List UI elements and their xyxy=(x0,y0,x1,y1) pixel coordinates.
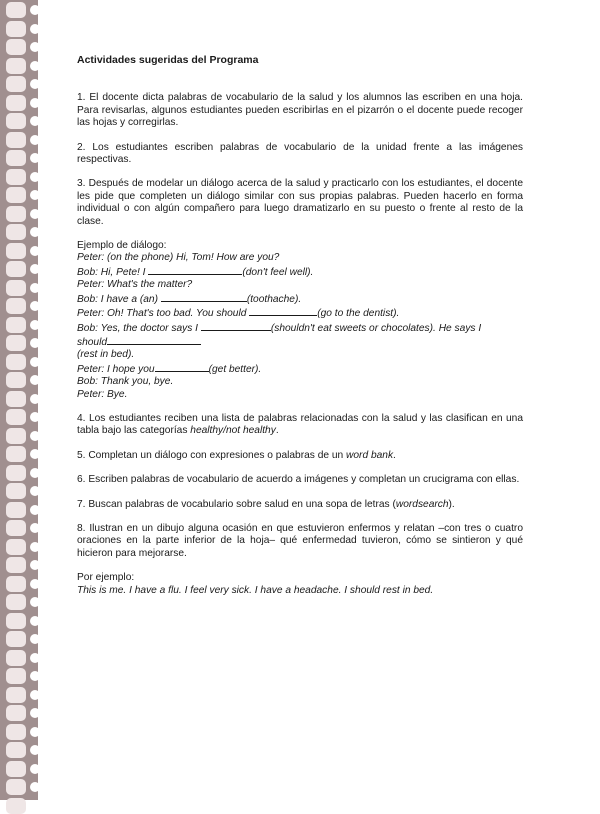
dialog-line-1: Peter: (on the phone) Hi, Tom! How are you? xyxy=(77,252,280,264)
border-square xyxy=(6,428,26,444)
border-notch xyxy=(30,264,40,274)
answer-blank xyxy=(148,265,242,275)
border-square xyxy=(6,187,26,203)
activity-1: 1. El docente dicta palabras de vocabulario de la salud y los alumnos las escriben en una hoja. Para revisarlas, algunos estudiantes pueden escribirlas en el pizarrón o el docente puede recoger las hojas y corregirlas. xyxy=(77,92,523,129)
dialog-line-4-end: (toothache). xyxy=(246,293,302,305)
dialog-line-2 xyxy=(77,265,523,279)
border-square xyxy=(6,742,26,758)
border-square xyxy=(6,576,26,592)
dialog-line-4-start: Bob: I have a (an) xyxy=(77,293,161,305)
border-notch xyxy=(30,394,40,404)
border-notch xyxy=(30,560,40,570)
dialog-line-2-end: (don't feel well). xyxy=(242,266,314,278)
border-notch xyxy=(30,227,40,237)
activity-7-text: 7. Buscan palabras de vocabulario sobre salud en una sopa de letras ( xyxy=(77,498,396,510)
page-title: Actividades sugeridas del Programa xyxy=(77,54,259,66)
border-notch xyxy=(30,745,40,755)
border-square xyxy=(6,668,26,684)
border-square xyxy=(6,169,26,185)
border-notch xyxy=(30,727,40,737)
border-square xyxy=(6,224,26,240)
border-square xyxy=(6,132,26,148)
border-square xyxy=(6,95,26,111)
border-square xyxy=(6,613,26,629)
example-heading: Por ejemplo: xyxy=(77,572,135,584)
border-square xyxy=(6,631,26,647)
border-square xyxy=(6,150,26,166)
border-square xyxy=(6,539,26,555)
dialog-line-4 xyxy=(77,292,523,306)
dialog-line-7-start: should xyxy=(77,336,108,348)
activity-4-text: 4. Los estudiantes reciben una lista de palabras relacionadas con la salud y las clasifican en una tabla bajo las categorías xyxy=(77,412,523,437)
activity-5-word-bank: word bank xyxy=(346,449,394,461)
dialog-line-10: Bob: Thank you, bye. xyxy=(77,376,174,388)
dialog-line-5 xyxy=(77,306,523,320)
dialog-line-3: Peter: What's the matter? xyxy=(77,279,193,291)
border-notch xyxy=(30,5,40,15)
border-square xyxy=(6,650,26,666)
border-notch xyxy=(30,283,40,293)
border-square xyxy=(6,391,26,407)
border-square xyxy=(6,465,26,481)
activity-7 xyxy=(77,499,523,511)
dialog-line-6-end: (shouldn't eat sweets or chocolates). He says I xyxy=(270,322,482,334)
border-notch xyxy=(30,357,40,367)
border-notch xyxy=(30,671,40,681)
border-notch xyxy=(30,79,40,89)
border-notch xyxy=(30,542,40,552)
border-notch xyxy=(30,375,40,385)
border-square xyxy=(6,335,26,351)
border-square xyxy=(6,779,26,795)
border-notch xyxy=(30,579,40,589)
border-notch xyxy=(30,301,40,311)
answer-blank xyxy=(155,362,209,372)
decorative-border xyxy=(0,0,38,800)
example-text: This is me. I have a flu. I feel very sick. I have a headache. I should rest in bed. xyxy=(77,584,434,596)
border-square xyxy=(6,243,26,259)
border-notch xyxy=(30,634,40,644)
border-notch xyxy=(30,42,40,52)
border-square xyxy=(6,261,26,277)
border-notch xyxy=(30,505,40,515)
border-square xyxy=(6,502,26,518)
activity-7-end: ). xyxy=(448,498,455,510)
activity-6: 6. Escriben palabras de vocabulario de acuerdo a imágenes y completan un crucigrama con ellas. xyxy=(77,474,520,486)
answer-blank xyxy=(201,321,271,331)
border-notch xyxy=(30,116,40,126)
border-square xyxy=(6,76,26,92)
activity-4-categories: healthy/not healthy xyxy=(190,425,276,437)
border-square xyxy=(6,446,26,462)
answer-blank xyxy=(249,306,317,316)
document-page xyxy=(77,54,523,597)
border-notch xyxy=(30,523,40,533)
dialog-line-6 xyxy=(77,321,523,335)
answer-blank xyxy=(161,292,247,302)
border-notch xyxy=(30,190,40,200)
border-notch xyxy=(30,653,40,663)
activity-2: 2. Los estudiantes escriben palabras de vocabulario de la unidad frente a las imágenes respectivas. xyxy=(77,141,523,166)
border-square xyxy=(6,21,26,37)
border-square xyxy=(6,687,26,703)
border-notch xyxy=(30,616,40,626)
border-notch xyxy=(30,61,40,71)
dialog-line-5-end: (go to the dentist). xyxy=(317,308,400,320)
border-square xyxy=(6,206,26,222)
border-notch xyxy=(30,486,40,496)
border-square xyxy=(6,298,26,314)
border-notch xyxy=(30,246,40,256)
border-notch xyxy=(30,597,40,607)
border-square xyxy=(6,372,26,388)
border-square xyxy=(6,724,26,740)
border-notch xyxy=(30,431,40,441)
dialog-line-9 xyxy=(77,362,523,376)
activity-4-end: . xyxy=(275,425,279,437)
dialog-line-11: Peter: Bye. xyxy=(77,388,128,400)
activity-3: 3. Después de modelar un diálogo acerca de la salud y practicarlo con los estudiantes, el docente les pide que completen un diálogo similar con sus propias palabras. Pueden hacerlo en forma individual o con algún compañero para luego dramatizarlo en su puesto o frente al resto de la clase. xyxy=(77,178,523,227)
activity-5-text: 5. Completan un diálogo con expresiones o palabras de un xyxy=(77,449,347,461)
activity-8: 8. Ilustran en un dibujo alguna ocasión en que estuvieron enfermos y relatan –con tres o cuatro oraciones en la parte inferior de la hoja– qué enfermedad tuvieron, cómo se sintieron y qué hicieron para mejorarse. xyxy=(77,522,523,559)
border-notch xyxy=(30,135,40,145)
border-notch xyxy=(30,782,40,792)
border-square xyxy=(6,58,26,74)
border-square xyxy=(6,280,26,296)
border-square xyxy=(6,705,26,721)
border-square xyxy=(6,409,26,425)
border-square xyxy=(6,317,26,333)
activity-5 xyxy=(77,450,523,462)
border-notch xyxy=(30,338,40,348)
dialog-line-2-start: Bob: Hi, Pete! I xyxy=(77,266,149,278)
border-notch xyxy=(30,320,40,330)
border-notch xyxy=(30,153,40,163)
dialog-line-8: (rest in bed). xyxy=(77,349,135,361)
activity-4 xyxy=(77,413,523,438)
dialog-line-9-start: Peter: I hope you xyxy=(77,363,155,375)
border-notch xyxy=(30,708,40,718)
border-notch xyxy=(30,468,40,478)
border-square xyxy=(6,594,26,610)
border-square xyxy=(6,761,26,777)
border-notch xyxy=(30,172,40,182)
border-square xyxy=(6,354,26,370)
border-square xyxy=(6,2,26,18)
dialog-heading: Ejemplo de diálogo: xyxy=(77,240,167,252)
border-square xyxy=(6,483,26,499)
border-notch xyxy=(30,449,40,459)
border-notch xyxy=(30,209,40,219)
border-square xyxy=(6,557,26,573)
answer-blank xyxy=(107,335,201,345)
border-notch xyxy=(30,412,40,422)
border-notch xyxy=(30,24,40,34)
example-block xyxy=(77,572,523,597)
dialog-line-6-start: Bob: Yes, the doctor says I xyxy=(77,322,201,334)
border-square xyxy=(6,520,26,536)
dialog-line-7 xyxy=(77,335,523,349)
border-notch xyxy=(30,764,40,774)
dialog-line-5-start: Peter: Oh! That's too bad. You should xyxy=(77,308,250,320)
activity-5-end: . xyxy=(393,449,396,461)
dialog-line-9-end: (get better). xyxy=(208,363,262,375)
border-square xyxy=(6,39,26,55)
border-notch xyxy=(30,98,40,108)
border-notch xyxy=(30,690,40,700)
dialog-example xyxy=(77,240,523,401)
border-notch xyxy=(30,801,40,811)
activity-7-wordsearch: wordsearch xyxy=(395,498,449,510)
border-square xyxy=(6,113,26,129)
